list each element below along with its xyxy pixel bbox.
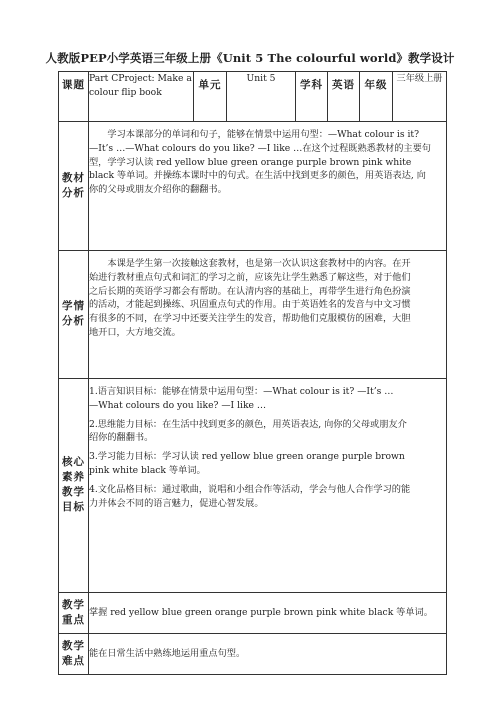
grade-value: 三年级上册 xyxy=(393,72,447,122)
goal-line: 绍你的翻翻书。 xyxy=(89,432,154,444)
goals-content xyxy=(89,379,447,593)
learners-line: 的活动，才能起到操练、巩固重点句式的作用。由于英语姓名的发音与中文习惯 xyxy=(89,299,411,311)
unit-value: Unit 5 xyxy=(227,72,296,122)
goal-line: —What colours do you like? —I like … xyxy=(89,399,267,411)
learners-line: 有很多的不同，在学习中还要关注学生的发音，帮助他们克服模仿的困难，大胆 xyxy=(89,313,411,325)
materials-line: black 等单词。并操练本课时中的句式。在生活中找到更多的颜色，用英语表达, 向 xyxy=(89,170,426,182)
learners-content xyxy=(89,251,447,379)
goal-item xyxy=(89,418,446,446)
goals-label: 核心素养教学目标 xyxy=(61,455,85,514)
unit-label: 单元 xyxy=(194,72,227,122)
key-points-label: 教学重点 xyxy=(61,598,85,626)
goal-line: 3.学习能力目标：学习认读 red yellow blue green orange purple brown xyxy=(89,451,405,463)
materials-line: 学习本课部分的单词和句子，能够在情景中运用句型：—What colour is it? xyxy=(107,129,420,140)
learners-line: 地开口，大方地交流。 xyxy=(89,326,181,338)
learners-line: 本课是学生第一次接触这套教材，也是第一次认识这套教材中的内容。在开 xyxy=(107,258,411,269)
goal-line: 2.思维能力目标：在生活中找到更多的颜色，用英语表达, 向你的父母或朋友介 xyxy=(89,418,407,430)
document-title: 人教版PEP小学英语三年级上册《Unit 5 The colourful world》教学设计 xyxy=(45,51,455,65)
difficulties-row xyxy=(59,634,447,675)
learners-label: 学情分析 xyxy=(61,300,85,328)
learners-line: 始进行教材重点句式和词汇的学习之前，应该先让学生熟悉了解这些，对于他们 xyxy=(89,271,411,283)
materials-line: 你的父母或朋友介绍你的翻翻书。 xyxy=(89,184,227,196)
subject-value: 英语 xyxy=(328,72,360,122)
goal-line: pink white black 等单词。 xyxy=(89,464,206,476)
difficulties-content: 能在日常生活中熟练地运用重点句型。 xyxy=(89,634,447,675)
goal-line: 1.语言知识目标：能够在情景中运用句型：—What colour is it? —It’s … xyxy=(89,386,394,397)
materials-content xyxy=(89,122,447,251)
difficulties-label: 教学难点 xyxy=(61,639,85,667)
topic-value: Part CProject: Make a colour flip book xyxy=(89,72,194,122)
header-row xyxy=(59,72,447,122)
materials-line: 型，学学习认读 red yellow blue green orange purple brown pink white xyxy=(89,156,412,168)
key-points-content: 掌握 red yellow blue green orange purple brown pink white black 等单词。 xyxy=(89,593,447,634)
key-points-row xyxy=(59,593,447,634)
goals-row xyxy=(59,379,447,593)
goal-item xyxy=(89,483,446,511)
learners-line: 之后长期的英语学习都会有帮助。在认清内容的基础上，再带学生进行角色扮演 xyxy=(89,285,411,297)
subject-label: 学科 xyxy=(296,72,328,122)
materials-row xyxy=(59,122,447,251)
topic-label: 课题 xyxy=(59,72,89,122)
materials-label: 教材分析 xyxy=(61,171,85,199)
goal-line: 力并体会不同的语言魅力，促进心智发展。 xyxy=(89,497,264,509)
learners-row xyxy=(59,251,447,379)
goal-item xyxy=(89,385,446,413)
grade-label: 年级 xyxy=(360,72,393,122)
goal-item xyxy=(89,450,446,478)
lesson-plan-table xyxy=(58,71,447,675)
goal-line: 4.文化品格目标：通过歌曲，说唱和小组合作等活动，学会与他人合作学习的能 xyxy=(89,483,411,495)
materials-line: —It’s …—What colours do you like? —I like …在这个过程既熟悉教材的主要句 xyxy=(89,142,431,154)
